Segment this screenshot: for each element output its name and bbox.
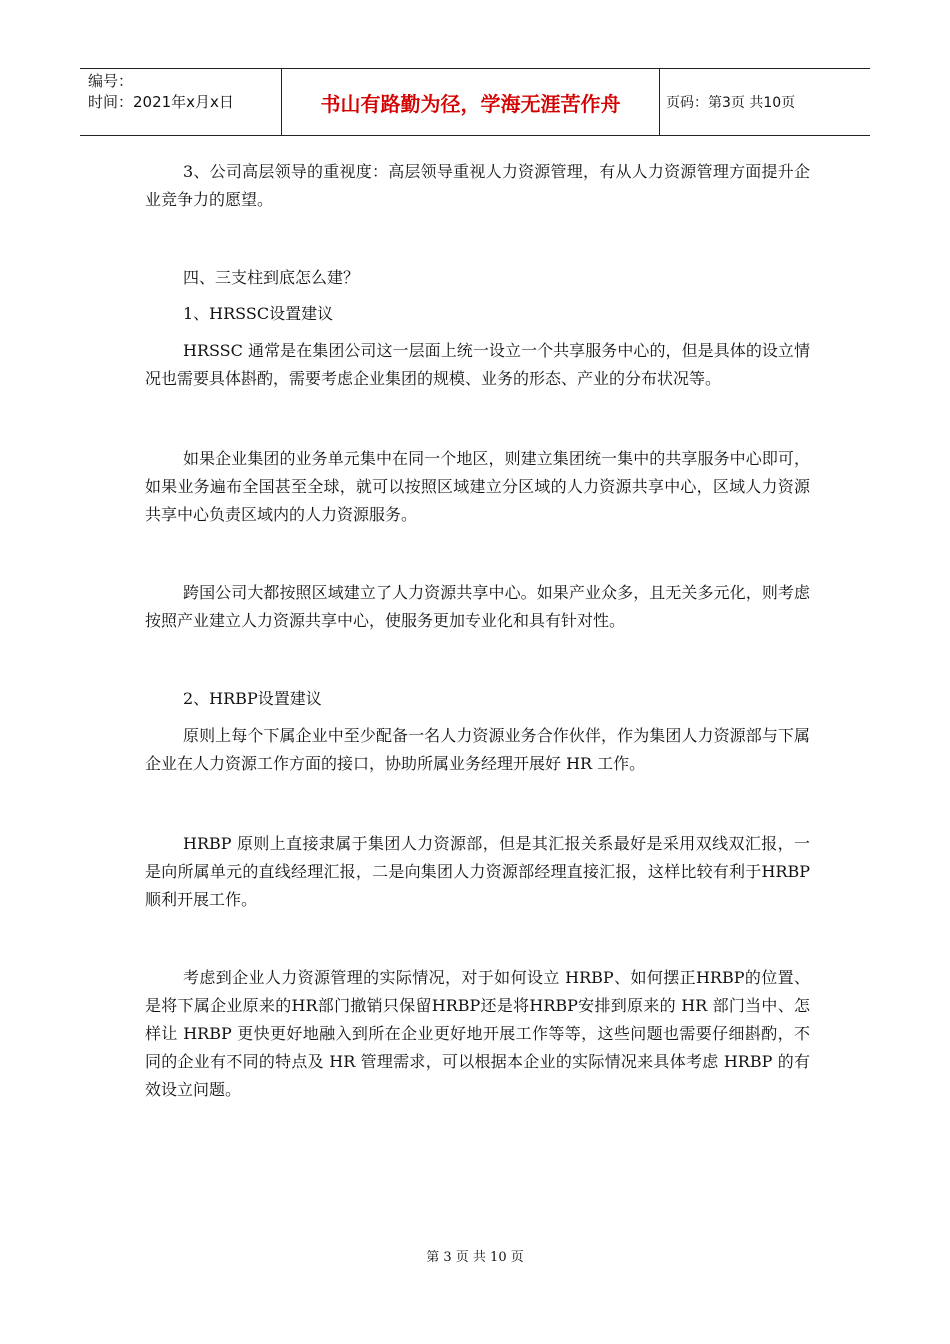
header-motto: 书山有路勤为径，学海无涯苦作舟 (282, 69, 660, 135)
paragraph-hrssc-intro: HRSSC 通常是在集团公司这一层面上统一设立一个共享服务中心的，但是具体的设立情况也需要具体斟酌，需要考虑企业集团的规模、业务的形态、产业的分布状况等。 (145, 341, 810, 388)
paragraph-hrbp-considerations: 考虑到企业人力资源管理的实际情况，对于如何设立 HRBP、如何摆正HRBP的位置、是将下属企业原来的HR部门撤销只保留HRBP还是将HRBP安排到原来的 HR 部门当中、怎样让 HRBP 更快更好地融入到所在企业更好地开展工作等等，这些问题也需要仔细斟酌，不同的企业有不同的特点及 HR 管理需求，可以根据本企业的实际情况来具体考虑 HRBP 的有效设立问题。 (145, 968, 810, 1099)
paragraph-hrssc-multinational: 跨国公司大都按照区域建立了人力资源共享中心。如果产业众多，且无关多元化，则考虑按照产业建立人力资源共享中心，使服务更加专业化和具有针对性。 (145, 583, 810, 630)
subheading-hrssc: 1、HRSSC设置建议 (183, 304, 334, 323)
paragraph-leadership: 3、公司高层领导的重视度：高层领导重视人力资源管理，有从人力资源管理方面提升企业竞争力的愿望。 (145, 162, 810, 209)
subheading-hrbp: 2、HRBP设置建议 (183, 689, 322, 708)
document-body (145, 158, 810, 1104)
paragraph-hrbp-reporting: HRBP 原则上直接隶属于集团人力资源部，但是其汇报关系最好是采用双线双汇报，一是向所属单元的直线经理汇报，二是向集团人力资源部经理直接汇报，这样比较有利于HRBP 顺利开展工作。 (145, 834, 810, 909)
paragraph-hrssc-region: 如果企业集团的业务单元集中在同一个地区，则建立集团统一集中的共享服务中心即可，如果业务遍布全国甚至全球，就可以按照区域建立分区域的人力资源共享中心，区域人力资源共享中心负责区域内的人力资源服务。 (145, 449, 810, 524)
paragraph-hrbp-principle: 原则上每个下属企业中至少配备一名人力资源业务合作伙伴，作为集团人力资源部与下属企业在人力资源工作方面的接口，协助所属业务经理开展好 HR 工作。 (145, 726, 810, 773)
header-page-info: 页码：第3页 共10页 (666, 95, 796, 111)
document-time-label: 时间：2021年x月x日 (88, 93, 234, 111)
section-heading-four: 四、三支柱到底怎么建？ (183, 268, 360, 287)
page-header (80, 68, 870, 136)
page-footer: 第 3 页 共 10 页 (426, 1250, 524, 1265)
document-number-label: 编号： (88, 72, 134, 90)
header-meta (80, 69, 282, 135)
